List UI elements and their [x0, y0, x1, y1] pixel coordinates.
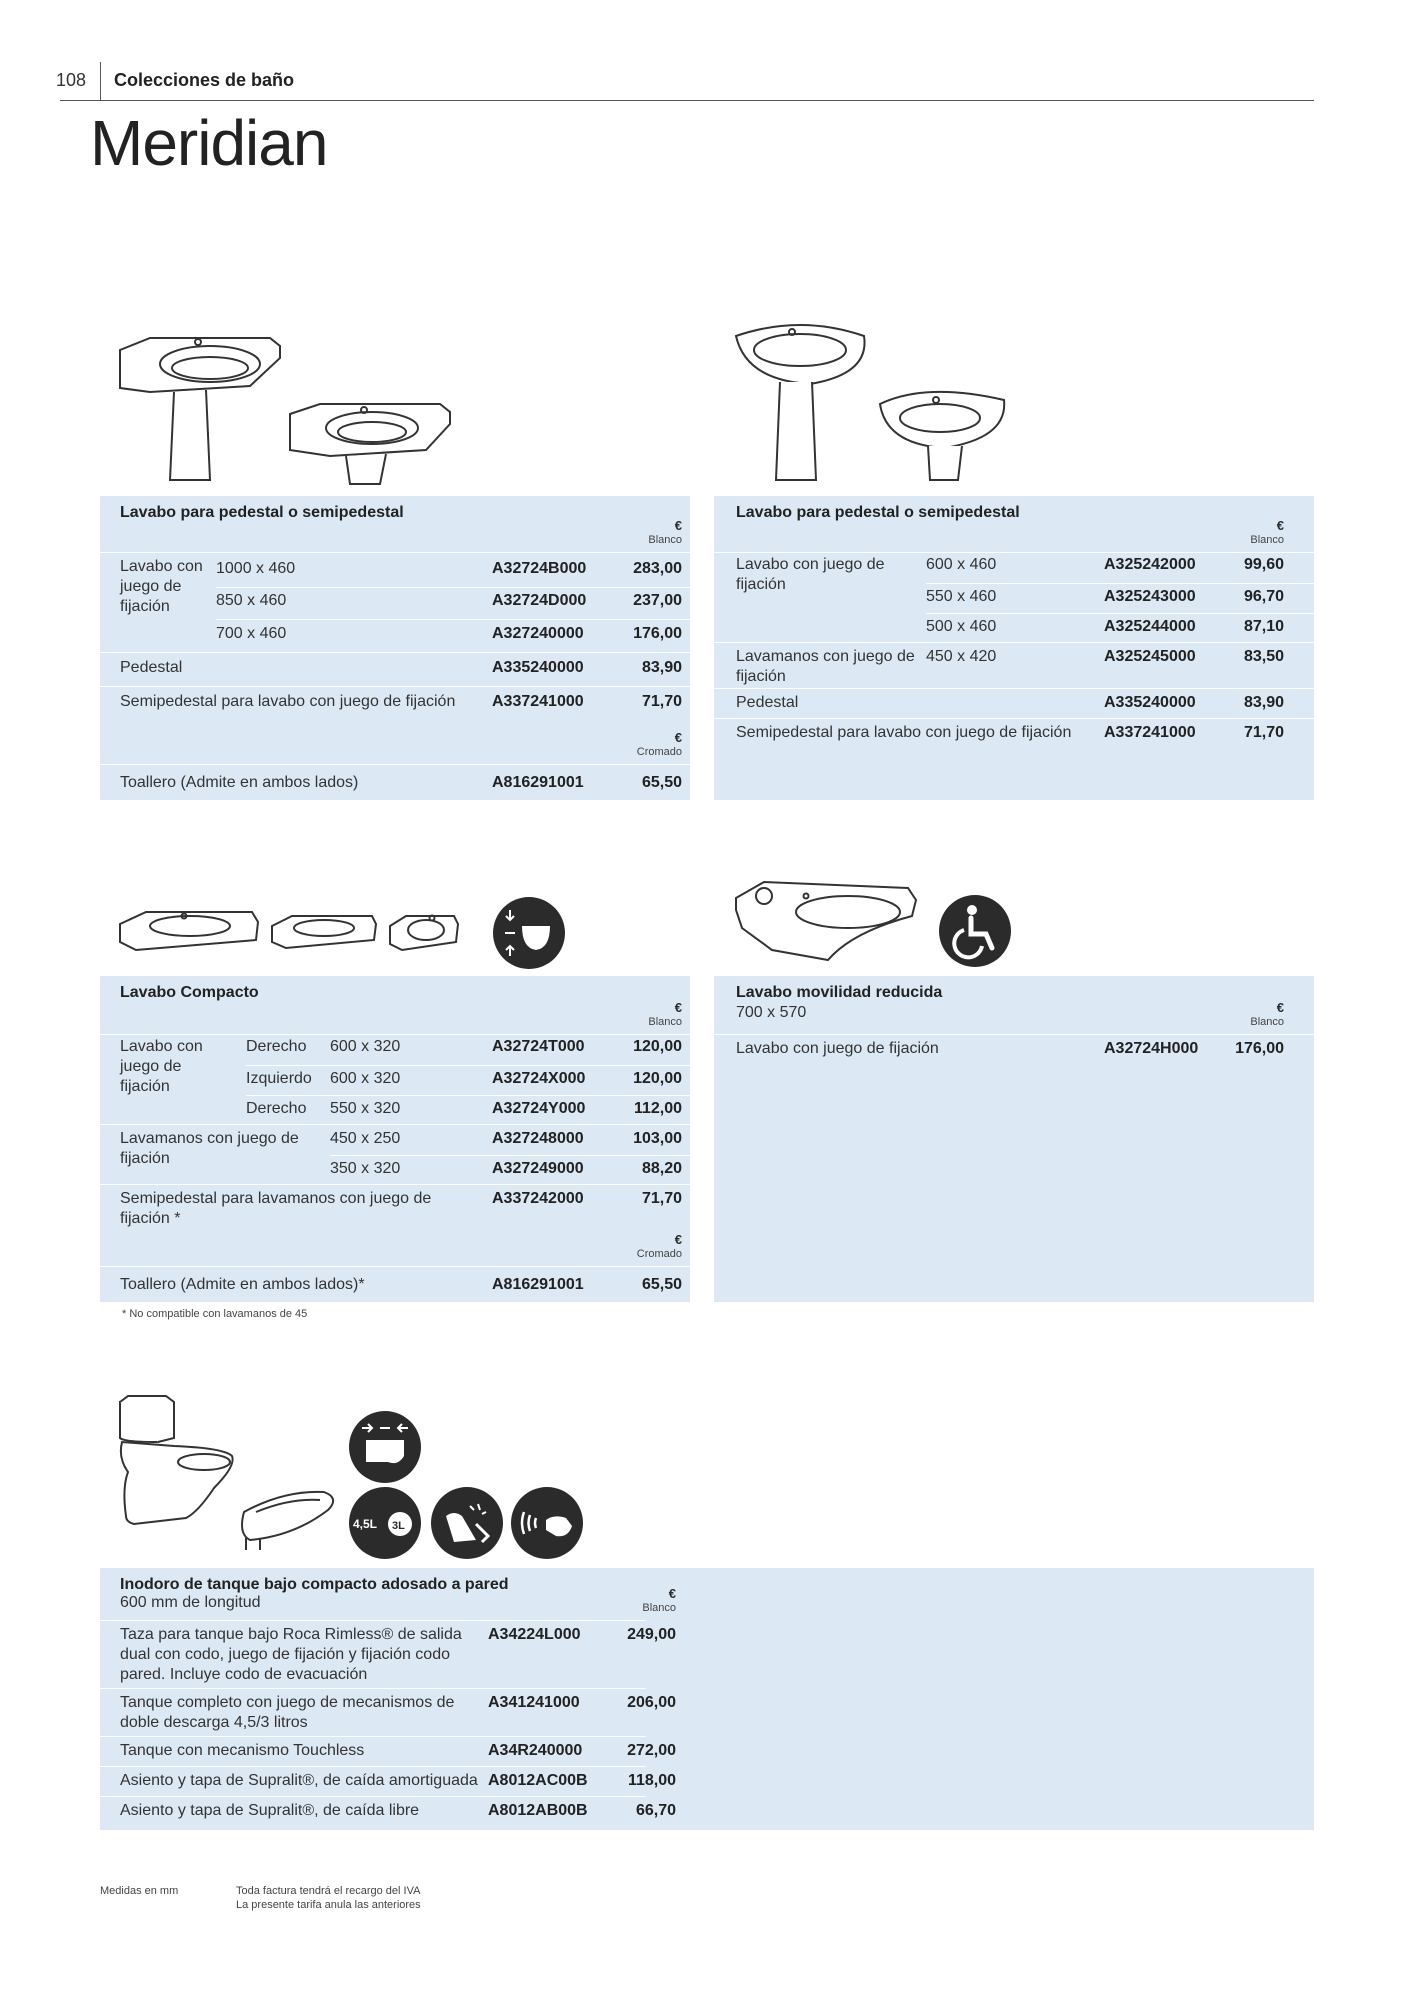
rimless-icon	[430, 1486, 504, 1560]
row-code: A32724T000	[492, 1038, 585, 1055]
wall-flush-icon	[348, 1410, 422, 1484]
row-price: 99,60	[1243, 556, 1284, 573]
header-divider	[100, 62, 101, 100]
panel-title: Lavabo para pedestal o semipedestal	[120, 504, 404, 521]
toilet-illustration	[114, 1392, 354, 1582]
row-code: A32724D000	[492, 592, 587, 609]
page-title: Meridian	[90, 107, 328, 179]
row-dimension: 850 x 460	[216, 592, 287, 609]
row-description: Lavabo con juego de fijación	[736, 1040, 939, 1057]
row-code: A335240000	[1104, 694, 1196, 711]
row-description: Taza para tanque bajo Roca Rimless® de salida dual con codo, juego de fijación y fijación codo pared. Incluye codo de evacuación	[120, 1626, 462, 1683]
row-label: Lavabo con juego de fijación	[120, 558, 203, 615]
row-price: 176,00	[633, 625, 682, 642]
row-price: 66,70	[635, 1802, 676, 1819]
row-code: A341241000	[488, 1694, 580, 1711]
table-row	[100, 1736, 676, 1766]
row-price: 120,00	[633, 1038, 682, 1055]
currency-label: €	[1276, 518, 1284, 533]
row-code: A32724B000	[492, 560, 587, 577]
dual-flush-icon	[348, 1486, 422, 1560]
row-code: A32724Y000	[492, 1100, 586, 1117]
row-price: 206,00	[627, 1694, 676, 1711]
row-dimension: 450 x 420	[926, 648, 997, 665]
panel-title: Lavabo movilidad reducida	[736, 984, 943, 1001]
currency-label: €	[1276, 1000, 1284, 1015]
table-row	[714, 582, 1314, 612]
row-label: Lavabo con juego de fijación	[736, 556, 885, 593]
row-dimension: 450 x 250	[330, 1130, 401, 1147]
panel-title: Lavabo Compacto	[120, 984, 259, 1001]
row-code: A816291001	[492, 1276, 584, 1293]
row-description: Semipedestal para lavabo con juego de fijación	[736, 724, 1072, 741]
color-label: Cromado	[636, 746, 682, 758]
table-row	[100, 1766, 676, 1796]
row-label: Lavamanos con juego de fijación	[120, 1130, 299, 1167]
mobility-washbasin-illustration	[732, 876, 922, 966]
row-dimension: 600 x 320	[330, 1038, 401, 1055]
color-label: Cromado	[636, 1248, 682, 1260]
row-price: 272,00	[627, 1742, 676, 1759]
row-price: 83,90	[641, 659, 682, 676]
table-row	[100, 1266, 690, 1302]
table-row	[100, 586, 690, 618]
table-row	[100, 652, 690, 686]
row-price: 103,00	[633, 1130, 682, 1147]
color-label: Blanco	[642, 1602, 676, 1614]
row-side: Izquierdo	[246, 1070, 312, 1087]
row-price: 83,50	[1243, 648, 1284, 665]
row-dimension: 550 x 320	[330, 1100, 401, 1117]
row-price: 118,00	[627, 1772, 676, 1789]
color-label: Blanco	[1250, 534, 1284, 546]
footer-note-tariff: La presente tarifa anula las anteriores	[236, 1899, 421, 1911]
row-price: 71,70	[641, 1190, 682, 1207]
row-code: A327249000	[492, 1160, 584, 1177]
table-row	[714, 642, 1314, 688]
product-panel-compact	[100, 976, 690, 1302]
row-price: 71,70	[1243, 724, 1284, 741]
wheelchair-icon	[938, 894, 1012, 968]
row-code: A325244000	[1104, 618, 1196, 635]
currency-label: €	[674, 1000, 682, 1015]
row-side: Derecho	[246, 1038, 307, 1055]
washbasin-pedestal-illustration	[110, 320, 470, 500]
row-dimension: 600 x 320	[330, 1070, 401, 1087]
table-row	[100, 1184, 690, 1232]
footer-units: Medidas en mm	[100, 1885, 179, 1897]
table-row	[100, 1094, 690, 1124]
panel-title: Inodoro de tanque bajo compacto adosado a pared	[120, 1576, 509, 1593]
row-description: Toallero (Admite en ambos lados)	[120, 774, 359, 791]
color-label: Blanco	[648, 534, 682, 546]
row-price: 237,00	[633, 592, 682, 609]
row-description: Tanque con mecanismo Touchless	[120, 1742, 365, 1759]
table-row	[100, 1620, 676, 1688]
row-code: A337241000	[492, 693, 584, 710]
row-dimension: 550 x 460	[926, 588, 997, 605]
row-side: Derecho	[246, 1100, 307, 1117]
row-dimension: 700 x 460	[216, 625, 287, 642]
row-dimension: 350 x 320	[330, 1160, 401, 1177]
row-price: 88,20	[641, 1160, 682, 1177]
row-price: 96,70	[1243, 588, 1284, 605]
panel-title: Lavabo para pedestal o semipedestal	[736, 504, 1020, 521]
color-label: Blanco	[648, 1016, 682, 1028]
row-description: Tanque completo con juego de mecanismos de doble descarga 4,5/3 litros	[120, 1694, 455, 1731]
row-dimension: 500 x 460	[926, 618, 997, 635]
panel-subtitle: 700 x 570	[736, 1004, 807, 1021]
table-row	[714, 612, 1314, 642]
row-description: Pedestal	[736, 694, 799, 711]
row-code: A816291001	[492, 774, 584, 791]
row-price: 87,10	[1243, 618, 1284, 635]
row-description: Asiento y tapa de Supralit®, de caída libre	[120, 1802, 420, 1819]
row-price: 65,50	[641, 774, 682, 791]
table-row	[100, 764, 690, 800]
table-row	[100, 686, 690, 720]
currency-label: €	[674, 518, 682, 533]
panel-subtitle: 600 mm de longitud	[120, 1594, 261, 1611]
row-code: A32724X000	[492, 1070, 586, 1087]
table-row	[100, 1154, 690, 1184]
row-code: A8012AC00B	[488, 1772, 588, 1789]
table-row	[100, 618, 690, 652]
row-description: Toallero (Admite en ambos lados)*	[120, 1276, 365, 1293]
row-code: A335240000	[492, 659, 584, 676]
row-dimension: 1000 x 460	[216, 560, 296, 577]
dual-flush-label-b: 3L	[392, 1520, 405, 1532]
table-row	[100, 1688, 676, 1736]
row-description: Asiento y tapa de Supralit®, de caída amortiguada	[120, 1772, 478, 1789]
product-panel-pedestal-large	[100, 496, 690, 800]
row-code: A8012AB00B	[488, 1802, 588, 1819]
table-row	[100, 1124, 690, 1167]
row-label: Lavabo con juego de fijación	[120, 1038, 203, 1095]
currency-label: €	[674, 1232, 682, 1247]
dual-flush-label-a: 4,5L	[353, 1517, 378, 1531]
row-code: A325242000	[1104, 556, 1196, 573]
washbasin-round-illustration	[730, 320, 1030, 490]
currency-label: €	[674, 730, 682, 745]
row-dimension: 600 x 460	[926, 556, 997, 573]
table-row	[714, 1034, 1314, 1064]
row-description: Semipedestal para lavamanos con juego de fijación *	[120, 1190, 432, 1227]
compatibility-note: * No compatible con lavamanos de 45	[122, 1308, 308, 1320]
row-code: A337242000	[492, 1190, 584, 1207]
color-label: Blanco	[1250, 1016, 1284, 1028]
row-code: A32724H000	[1104, 1040, 1199, 1057]
touchless-icon	[510, 1486, 584, 1560]
row-price: 65,50	[641, 1276, 682, 1293]
currency-label: €	[668, 1586, 676, 1601]
table-row	[714, 718, 1314, 748]
row-price: 283,00	[633, 560, 682, 577]
row-code: A325245000	[1104, 648, 1196, 665]
product-panel-toilet	[100, 1568, 1314, 1830]
row-price: 83,90	[1243, 694, 1284, 711]
row-price: 71,70	[641, 693, 682, 710]
row-code: A337241000	[1104, 724, 1196, 741]
row-description: Pedestal	[120, 659, 183, 676]
table-row	[100, 1064, 690, 1094]
row-description: Semipedestal para lavabo con juego de fijación	[120, 693, 456, 710]
product-panel-pedestal-round	[714, 496, 1314, 800]
page-number: 108	[56, 70, 87, 90]
section-title: Colecciones de baño	[114, 70, 295, 90]
height-adjust-icon	[492, 896, 566, 970]
row-code: A34R240000	[488, 1742, 583, 1759]
table-row	[100, 1796, 676, 1826]
row-code: A325243000	[1104, 588, 1196, 605]
row-price: 112,00	[633, 1100, 682, 1117]
product-panel-mobility	[714, 976, 1314, 1302]
table-row	[714, 552, 1314, 593]
row-code: A327240000	[492, 625, 584, 642]
footer-note-vat: Toda factura tendrá el recargo del IVA	[236, 1885, 421, 1897]
row-code: A34224L000	[488, 1626, 581, 1643]
row-price: 120,00	[633, 1070, 682, 1087]
header-rule	[60, 100, 1314, 101]
row-code: A327248000	[492, 1130, 584, 1147]
row-description: Lavamanos con juego de fijación	[736, 648, 915, 685]
row-price: 249,00	[627, 1626, 676, 1643]
table-row	[714, 688, 1314, 718]
row-price: 176,00	[1235, 1040, 1284, 1057]
